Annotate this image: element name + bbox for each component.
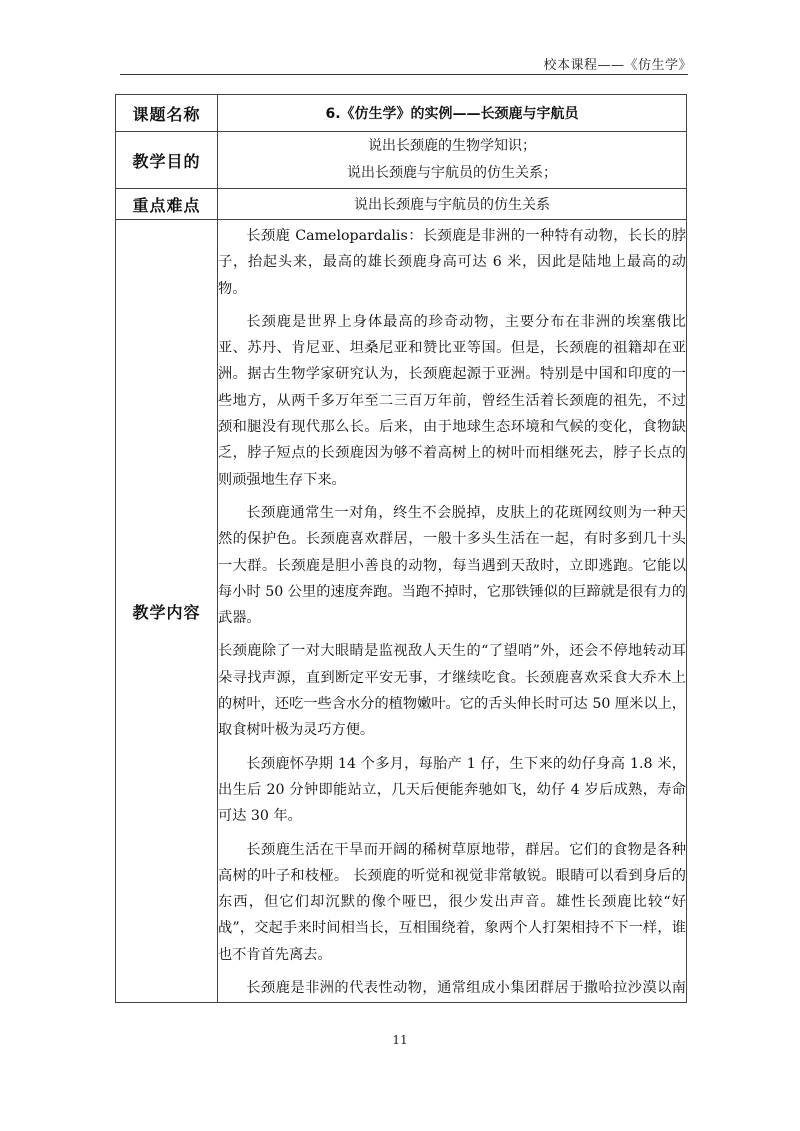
label-key-points: 重点难点	[116, 189, 218, 220]
content-paragraph: 长颈鹿通常生一对角，终生不会脱掉，皮肤上的花斑网纹则为一种天然的保护色。长颈鹿喜欢群居，一般十多头生活在一起，有时多到几十头一大群。长颈鹿是胆小善良的动物，每当遇到天敌时，立即逃跑。它能以每小时 50 公里的速度奔跑。当跑不掉时，它那铁锤似的巨蹄就是很有力的武器。	[218, 504, 686, 627]
teaching-content	[218, 220, 687, 1003]
table-row-focus	[116, 189, 687, 220]
table-row-content	[116, 220, 687, 1003]
goal-line: 说出长颈鹿与宇航员的仿生关系；	[347, 165, 557, 181]
content-paragraph: 长颈鹿是非洲的代表性动物，通常组成小集团群居于撒哈拉沙漠以南	[246, 980, 686, 997]
content-paragraph: 长颈鹿怀孕期 14 个多月，每胎产 1 仔，生下来的幼仔身高 1.8 米，出生后 20 分钟即能站立，几天后便能奔驰如飞，幼仔 4 岁后成熟，寿命可达 30 年。	[218, 755, 686, 825]
header-divider	[120, 74, 688, 75]
page-number: 11	[392, 1033, 408, 1047]
label-teaching-goals: 教学目的	[116, 132, 218, 189]
content-paragraph: 长颈鹿除了一对大眼睛是监视敌人天生的“了望哨”外，还会不停地转动耳朵寻找声源，直到断定平安无事，才继续吃食。长颈鹿喜欢采食大乔木上的树叶，还吃一些含水分的植物嫩叶。它的舌头伸长时可达 50 厘米以上，取食树叶极为灵巧方便。	[218, 643, 686, 739]
lesson-plan-table	[115, 94, 687, 1003]
label-teaching-content: 教学内容	[116, 220, 218, 1003]
label-lesson-title: 课题名称	[116, 95, 218, 132]
table-row-goals	[116, 132, 687, 189]
goal-line: 说出长颈鹿的生物学知识；	[368, 138, 536, 154]
teaching-content-body	[218, 223, 686, 999]
content-paragraph: 长颈鹿是世界上身体最高的珍奇动物，主要分布在非洲的埃塞俄比亚、苏丹、肯尼亚、坦桑尼亚和赞比亚等国。但是，长颈鹿的祖籍却在亚洲。据古生物学家研究认为，长颈鹿起源于亚洲。特别是中国和印度的一些地方，从两千多万年至二三百万年前，曾经生活着长颈鹿的祖先，不过颈和腿没有现代那么长。后来，由于地球生态环境和气候的变化，食物缺乏，脖子短点的长颈鹿因为够不着高树上的树叶而相继死去，脖子长点的则顽强地生存下来。	[218, 313, 686, 488]
running-header: 校本课程——《仿生学》	[543, 58, 692, 73]
key-points: 说出长颈鹿与宇航员的仿生关系	[218, 189, 687, 220]
teaching-goals	[218, 132, 687, 189]
content-paragraph: 长颈鹿生活在干旱而开阔的稀树草原地带，群居。它们的食物是各种高树的叶子和枝桠。 长颈鹿的听觉和视觉非常敏锐。眼睛可以看到身后的东西，但它们却沉默的像个哑巴，很少发出声音。雄性长颈鹿比较“好战”，交起手来时间相当长，互相围绕着，象两个人打架相持不下一样，谁也不肯首先离去。	[218, 841, 686, 963]
lesson-title: 6.《仿生学》的实例——长颈鹿与宇航员	[218, 95, 687, 132]
content-paragraph: 长颈鹿 Camelopardalis：长颈鹿是非洲的一种特有动物，长长的脖子，抬起头来，最高的雄长颈鹿身高可达 6 米，因此是陆地上最高的动物。	[218, 228, 686, 297]
table-row-title	[116, 95, 687, 132]
